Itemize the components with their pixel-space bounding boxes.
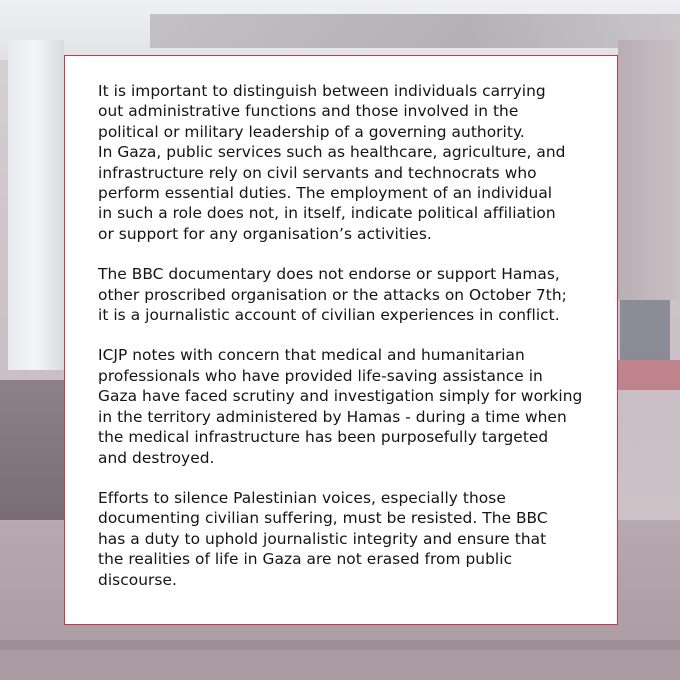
background-beam bbox=[150, 14, 680, 48]
background-red-accent bbox=[618, 360, 680, 390]
statement-paragraph-2: The BBC documentary does not endorse or support Hamas, other proscribed organisation or the attacks on October 7th; it is a journalistic account of civilian experiences in conflict. bbox=[98, 265, 567, 325]
background-desk bbox=[0, 380, 64, 520]
statement-paragraph-1: It is important to distinguish between individuals carrying out administrative functions and those involved in the political or military leadership of a governing authority. In Gaza, public services such as healthcare, agriculture, and infrastructure rely on civil servants and technocrats who perform essential duties. The employment of an individual in such a role does not, in itself, indicate political affiliation or support for any organisation’s activities. bbox=[98, 82, 566, 243]
background-rail bbox=[0, 640, 680, 650]
statement-card bbox=[64, 55, 618, 625]
background-pillar-right bbox=[618, 40, 680, 300]
background-pillar-left bbox=[8, 40, 64, 370]
background-monitor bbox=[620, 300, 670, 360]
statement-paragraph-4: Efforts to silence Palestinian voices, especially those documenting civilian suffering, must be resisted. The BBC has a duty to uphold journalistic integrity and ensure that the realities of life in Gaza are not erased from public discourse. bbox=[98, 488, 548, 589]
statement-paragraph-3: ICJP notes with concern that medical and humanitarian professionals who have provided life-saving assistance in Gaza have faced scrutiny and investigation simply for working in the territory administered by Hamas - during a time when the medical infrastructure has been purposefully targeted and destroyed. bbox=[98, 346, 583, 467]
